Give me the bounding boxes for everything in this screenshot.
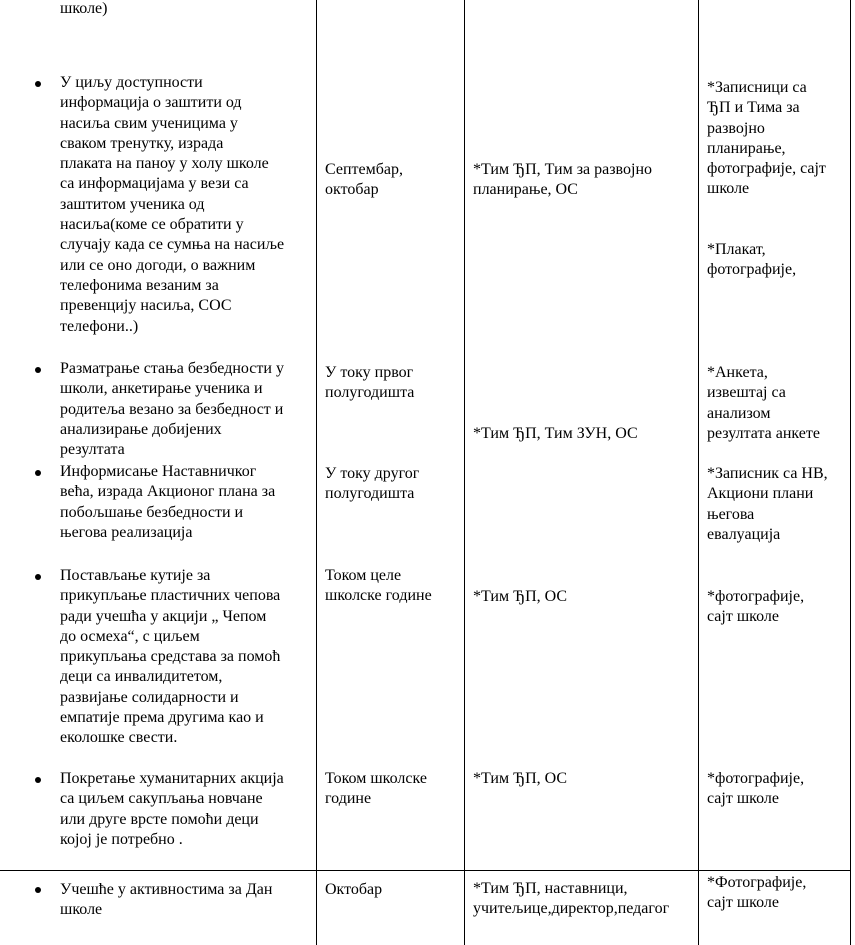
column-divider-1 (316, 0, 317, 945)
time-text: Септембар, октобар (325, 161, 403, 199)
bullet-icon (35, 887, 41, 893)
time-text: Током целе школске године (325, 567, 432, 605)
column-divider-3 (698, 0, 699, 945)
responsible-text: *Тим ЂП, наставници, учитељице,директор,педагог (473, 880, 670, 918)
evidence-text: *фотографије, сајт школе (707, 588, 805, 626)
bullet-icon (35, 574, 41, 580)
bullet-icon (35, 470, 41, 476)
activity-text: Покретање хуманитарних акција са циљем сакупљања новчане или друге врсте помоћи деци којој је потребно . (60, 770, 284, 848)
time-text: У току другог полугодишта (325, 465, 420, 503)
bullet-icon (35, 81, 41, 87)
activity-text: Разматрање стања безбедности у школи, анкетирање ученика и родитеља везано за безбедност и анализирање добијених резултата (60, 360, 284, 459)
responsible-text: *Тим ЂП, ОС (473, 588, 568, 605)
activity-text: Учешће у активностима за Дан школе (60, 881, 273, 919)
evidence-text: *Фотографије, сајт школе (707, 874, 807, 912)
evidence-text: *Записници са ЂП и Тима за развојно планирање, фотографије, сајт школе (707, 79, 826, 198)
column-divider-2 (464, 0, 465, 945)
bullet-icon (35, 367, 41, 373)
activity-text: У циљу доступности информација о заштити од насиља свим ученицима у сваком тренутку, израда плаката на паноу у холу школе са информацијама у вези са заштитом ученика од насиља(коме се обратити у случају када се сумња на насиље или се оно догоди, о важним телефонима везаним за превенцију насиља, СОС телефони..) (60, 74, 285, 335)
time-text: У току првог полугодишта (325, 364, 415, 402)
time-text: Током школске године (325, 770, 427, 808)
time-text: Октобар (325, 881, 383, 898)
row-divider (0, 870, 851, 871)
activity-text-fragment: школе) (60, 0, 108, 17)
bullet-icon (35, 777, 41, 783)
column-divider-right (850, 0, 851, 945)
responsible-text: *Тим ЂП, Тим ЗУН, ОС (473, 425, 638, 442)
evidence-text: *Записник са НВ, Акциони плани његова евалуација (707, 465, 828, 543)
evidence-text: *Анкета, извештај са анализом резултата анкете (707, 364, 820, 442)
responsible-text: *Тим ЂП, ОС (473, 770, 568, 787)
evidence-text: *фотографије, сајт школе (707, 770, 805, 808)
activity-text: Постављање кутије за прикупљање пластичних чепова ради учешћа у акцији „ Чепом до осмеха“, с циљем прикупљања средстава за помоћ деци са инвалидитетом, развијање солидарности и емпатије према другима као и еколошке свести. (60, 567, 281, 747)
activity-text: Информисање Наставничког већа, израда Акционог плана за побољшање безбедности и његова реализација (60, 463, 276, 541)
evidence-text: *Плакат, фотографије, (707, 241, 797, 279)
responsible-text: *Тим ЂП, Тим за развојно планирање, ОС (473, 161, 653, 199)
